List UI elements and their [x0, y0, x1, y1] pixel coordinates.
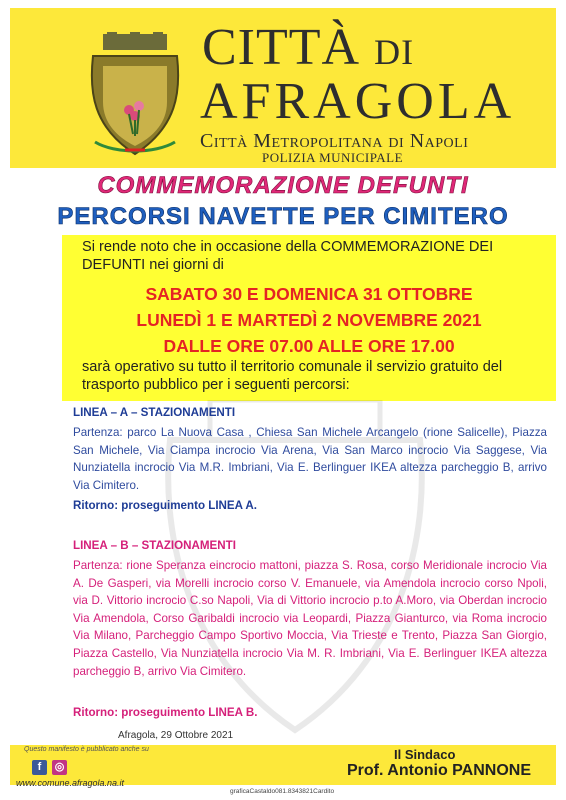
facebook-icon[interactable]: f [32, 760, 47, 775]
heading-shuttle-routes: PERCORSI NAVETTE PER CIMITERO [57, 203, 509, 230]
heading-commemoration: COMMEMORAZIONE DEFUNTI [97, 172, 469, 199]
line-b-title: LINEA – B – STAZIONAMENTI [73, 539, 236, 552]
notice-time: DALLE ORE 07.00 ALLE ORE 17.00 [163, 336, 455, 356]
website-link[interactable]: www.comune.afragola.na.it [16, 778, 125, 788]
city-crest-icon [85, 32, 185, 158]
notice-intro: Si rende noto che in occasione della COMMEMORAZIONE DEI DEFUNTI nei giorni di [82, 239, 494, 273]
line-a-title: LINEA – A – STAZIONAMENTI [73, 406, 236, 419]
line-b-return: Ritorno: proseguimento LINEA B. [73, 706, 258, 719]
city-subtitle: Città Metropolitana di Napoli [200, 130, 469, 152]
department-name: POLIZIA MUNICIPALE [262, 150, 404, 165]
instagram-icon[interactable]: ◎ [52, 760, 67, 775]
issue-date: Afragola, 29 Ottobre 2021 [118, 730, 234, 741]
signature-role: Il Sindaco [394, 747, 456, 762]
notice-outro: sarà operativo su tutto il territorio comunale il servizio gratuito del trasporto pubblico per i seguenti percorsi: [82, 359, 503, 393]
notice-date-2: LUNEDÌ 1 E MARTEDÌ 2 NOVEMBRE 2021 [136, 310, 482, 330]
notice-date-1: SABATO 30 E DOMENICA 31 OTTOBRE [145, 284, 473, 304]
print-credit: graficaCastaldo081.8343821Cardito [230, 788, 335, 795]
published-note: Questo manifesto è pubblicato anche su [24, 746, 149, 753]
city-title-line2: AFRAGOLA [200, 73, 516, 130]
signature-name: Prof. Antonio PANNONE [347, 762, 531, 779]
line-a-return: Ritorno: proseguimento LINEA A. [73, 499, 257, 512]
city-title-line1: CITTÀ DI [202, 19, 415, 76]
line-b-route: Partenza: rione Speranza eincrocio mattoni, piazza S. Rosa, corso Meridionale incrocio Via A. De Gasperi, via Morelli incrocio corso V. Emanuele, via Amendola incrocio corso Npoli, via D. Vittorio incrocio C.so Napoli, Via di Vittorio incrocio p.to A.Moro, via Oberdan incrocio Via Amendola, Corso Garibaldi incrocio via Leopardi, Piazza Gianturco, via Roma incrocio Via Milano, Parcheggio Campo Sportivo Moccia, Via Trieste e Trento, Piazza San Giorgio, Piazza Castello, Via Nunziatella incrocio Via M. R. Imbriani, Via E. Berlinguer IKEA altezza parcheggio B, arrivo Via Cimitero. [73, 559, 547, 678]
line-a-route: Partenza: parco La Nuova Casa , Chiesa San Michele Arcangelo (rione Salicelle), Piazza San Michele, Via Ciampa incrocio Via Arena, Via San Marco incrocio Via Saggese, Via Nunziatella incrocio Via M.R. Imbriani, Via E. Berlinguer IKEA altezza parcheggio B, arrivo Via Cimitero. [73, 426, 547, 492]
